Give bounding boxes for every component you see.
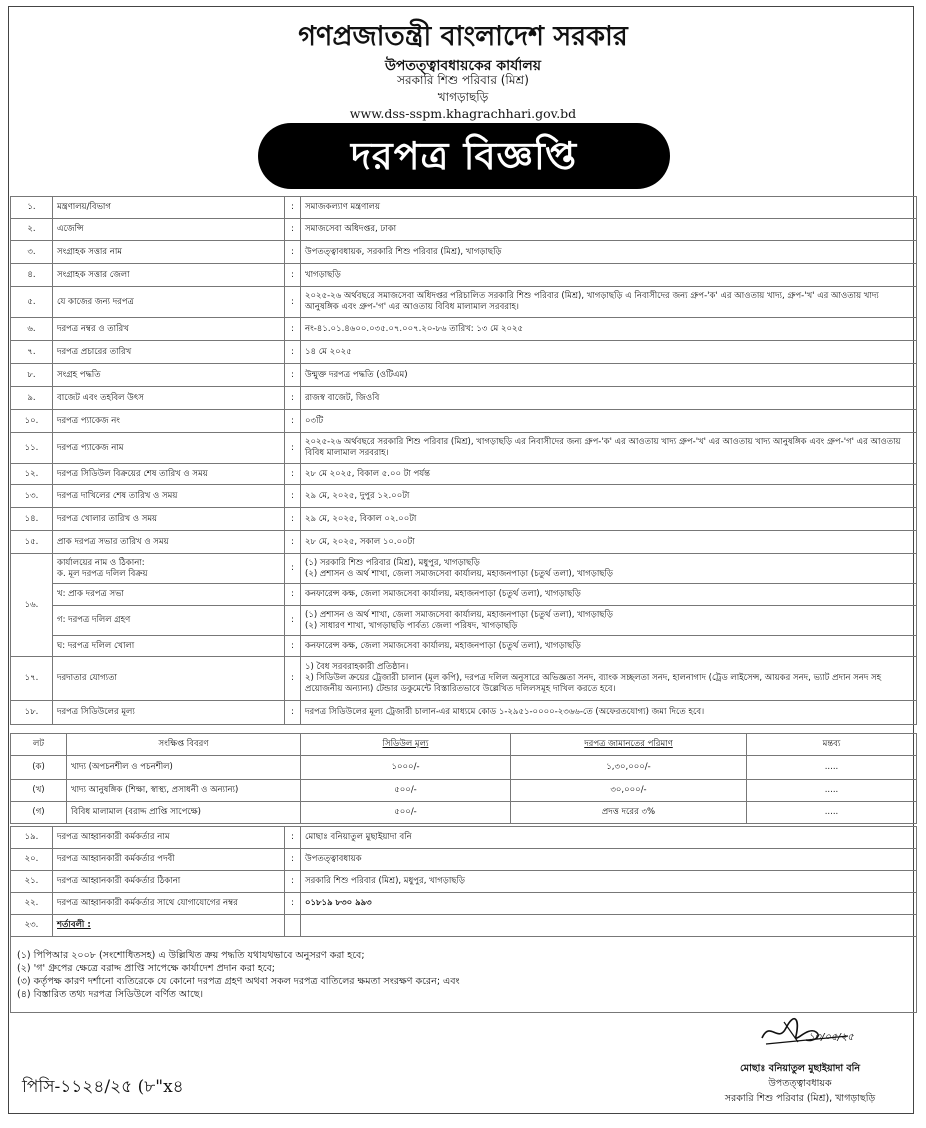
- table-row: ১২. দরপত্র সিডিউল বিক্রয়ের শেষ তারিখ ও সময় : ২৮ মে ২০২৫, বিকাল ৫.০০ টা পর্যন্ত: [11, 464, 917, 485]
- table-row: ১১. দরপত্র প্যাকেজ নাম : ২০২৫-২৬ অর্থবছরে সরকারি শিশু পরিবার (মিশ্র), খাগড়াছড়ি এর নিবাসীদের জন্য গ্রুপ-'ক' এর আওতায় খাদ্য গ্রুপ-'খ' এর আওতায় খাদ্য আনুষঙ্গিক এবং গ্রুপ-'গ' এর আওতায় বিবিধ মালামাল সরবরাহ।: [11, 433, 917, 464]
- website-link[interactable]: www.dss-sspm.khagrachhari.gov.bd: [349, 106, 577, 121]
- table-row: ৪. সংগ্রাহক সত্তার জেলা : খাগড়াছড়ি: [11, 264, 917, 287]
- lots-header-row: [11, 734, 917, 756]
- terms-list: [11, 937, 917, 1013]
- institution-name: সরকারি শিশু পরিবার (মিশ্র): [397, 73, 529, 87]
- tender-notice-banner: দরপত্র বিজ্ঞপ্তি: [258, 123, 670, 189]
- table-row: ১৩. দরপত্র দাখিলের শেষ তারিখ ও সময় : ২৯ মে, ২০২৫, দুপুর ১২.০০টা: [11, 485, 917, 508]
- signatory-title: উপতত্ত্বাবধায়ক: [768, 1078, 832, 1089]
- term-item: (৪) বিস্তারিত তথ্য দরপত্র সিডিউলে বর্ণিত আছে।: [17, 988, 203, 1000]
- lots-col-desc: সংক্ষিপ্ত বিবরণ: [67, 734, 301, 756]
- table-row: ১. মন্ত্রণালয়/বিভাগ : সমাজকল্যাণ মন্ত্রণালয়: [11, 197, 917, 219]
- terms-heading: শর্তাবলী :: [53, 915, 285, 937]
- lots-col-security: দরপত্র জামানতের পরিমাণ: [511, 734, 747, 756]
- table-row-16d: ঘ: দরপত্র দলিল খোলা : কনফারেন্স কক্ষ, জেলা সমাজসেবা কার্যালয়, মহাজনপাড়া (চতুর্থ তলা), খাগড়াছড়ি: [11, 636, 917, 657]
- lots-row: (ক) খাদ্য (অপচনশীল ও পচনশীল) ১০০০/- ১,৩০,০০০/- .....: [11, 756, 917, 780]
- table-row-16c: গ: দরপত্র দলিল গ্রহণ : (১) প্রশাসন ও অর্থ শাখা, জেলা সমাজসেবা কার্যালয়, মহাজনপাড়া (চতুর্থ তলা), খাগড়াছড়ি (২) সাধারণ শাখা, খাগড়াছড়ি পার্বত্য জেলা পরিষদ, খাগড়াছড়ি: [11, 606, 917, 636]
- table-row: ২. এজেন্সি : সমাজসেবা অধিদপ্তর, ঢাকা: [11, 219, 917, 241]
- signatory-name: মোছাঃ বনিয়াতুল মুছাইয়াদা বনি: [739, 1063, 861, 1074]
- table-row: ৮. সংগ্রহ পদ্ধতি : উন্মুক্ত দরপত্র পদ্ধতি (ওটিএম): [11, 364, 917, 387]
- table-row-16a: ১৬. কার্যালয়ের নাম ও ঠিকানা: ক. মূল দরপত্র দলিল বিক্রয় : (১) সরকারি শিশু পরিবার (মিশ্র), মধুপুর, খাগড়াছড়ি (২) প্রশাসন ও অর্থ শাখা, জেলা সমাজসেবা কার্যালয়, মহাজনপাড়া (চতুর্থ তলা), খাগড়াছড়ি: [11, 554, 917, 584]
- footer-code: পিসি-১১২৪/২৫ (৮"x৪: [22, 1077, 184, 1097]
- table-row: ৫. যে কাজের জন্য দরপত্র : ২০২৫-২৬ অর্থবছরে সমাজসেবা অধিদপ্তর পরিচালিত সরকারি শিশু পরিবার (মিশ্র), খাগড়াছড়ি এ নিবাসীদের জন্য গ্রুপ-'ক' এর আওতায় খাদ্য, গ্রুপ-'খ' এর আওতায় খাদ্য আনুষঙ্গিক এবং গ্রুপ-'গ' এর আওতায় বিবিধ মালামাল সরবরাহ।: [11, 287, 917, 318]
- table-row: ১০. দরপত্র প্যাকেজ নং : ০৩টি: [11, 410, 917, 433]
- table-row: ২২. দরপত্র আহ্বানকারী কর্মকর্তার সাথে যোগাযোগের নম্বর : ০১৮১৯ ৮৩০ ৯৯৩: [11, 893, 917, 915]
- lots-row: (গ) বিবিধ মালামাল (বরাদ্দ প্রাপ্তি সাপেক্ষে) ৫০০/- প্রদত্ত দরের ৩% .....: [11, 802, 917, 824]
- lots-col-price: সিডিউল মূল্য: [301, 734, 511, 756]
- table-row: ১৪. দরপত্র খোলার তারিখ ও সময় : ২৯ মে, ২০২৫, বিকাল ০২.০০টা: [11, 508, 917, 531]
- officer-info-table: [10, 826, 917, 1013]
- table-row: ৬. দরপত্র নম্বর ও তারিখ : নং-৪১.০১.৪৬০০.০৩৫.০৭.০০৭.২০-৮৬ তারিখ: ১৩ মে ২০২৫: [11, 318, 917, 341]
- table-row: ২০. দরপত্র আহ্বানকারী কর্মকর্তার পদবী : উপতত্ত্বাবধায়ক: [11, 849, 917, 871]
- term-item: (২) 'গ' গ্রুপের ক্ষেত্রে বরাদ্দ প্রাপ্তি সাপেক্ষে কার্যাদেশ প্রদান করা হবে;: [17, 962, 275, 974]
- table-row-23: ২৩. শর্তাবলী :: [11, 915, 917, 937]
- office-name: উপতত্ত্বাবধায়কের কার্যালয়: [384, 58, 542, 74]
- signatory-org: সরকারি শিশু পরিবার (মিশ্র), খাগড়াছড়ি: [724, 1093, 876, 1104]
- table-row: ৭. দরপত্র প্রচারের তারিখ : ১৪ মে ২০২৫: [11, 341, 917, 364]
- table-row: ৩. সংগ্রাহক সত্তার নাম : উপতত্ত্বাবধায়ক, সরকারি শিশু পরিবার (মিশ্র), খাগড়াছড়ি: [11, 241, 917, 264]
- table-row: ৯. বাজেট এবং তহবিল উৎস : রাজস্ব বাজেট, জিওবি: [11, 387, 917, 410]
- term-item: (১) পিপিআর ২০০৮ (সংশোধিতসহ) এ উল্লিখিত ক্রয় পদ্ধতি যথাযথভাবে অনুসরণ করা হবে;: [17, 949, 365, 961]
- table-row-16b: খ: প্রাক দরপত্র সভা : কনফারেন্স কক্ষ, জেলা সমাজসেবা কার্যালয়, মহাজনপাড়া (চতুর্থ তলা), খাগড়াছড়ি: [11, 584, 917, 606]
- term-item: (৩) কর্তৃপক্ষ কারণ দর্শানো ব্যতিরেকে যে কোনো দরপত্র গ্রহণ অথবা সকল দরপত্র বাতিলের ক্ষমতা সংরক্ষণ করেন; এবং: [17, 975, 460, 987]
- terms-row: [11, 937, 917, 1013]
- table-row: ২১. দরপত্র আহ্বানকারী কর্মকর্তার ঠিকানা : সরকারি শিশু পরিবার (মিশ্র), মধুপুর, খাগড়াছড়ি: [11, 871, 917, 893]
- district-name: খাগড়াছড়ি: [437, 90, 489, 104]
- table-row-18: ১৮. দরপত্র সিডিউলের মূল্য : দরপত্র সিডিউলের মূল্য ট্রেজারী চালান-এর মাধ্যমে কোড ১-২৯৫১-০০০০-২৩৬৬-তে (অফেরতযোগ্য) জমা দিতে হবে।: [11, 701, 917, 725]
- signature-date: ১৩/০৫/২৫: [808, 1032, 854, 1043]
- contact-number: ০১৮১৯ ৮৩০ ৯৯৩: [301, 893, 917, 915]
- lots-table: [10, 733, 917, 824]
- lots-row: (খ) খাদ্য আনুষঙ্গিক (শিক্ষা, স্বাস্থ্য, প্রসাধনী ও অন্যান্য) ৫০০/- ৩০,০০০/- .....: [11, 780, 917, 802]
- govt-title: গণপ্রজাতন্ত্রী বাংলাদেশ সরকার: [298, 21, 628, 52]
- lots-col-lot: লট: [11, 734, 67, 756]
- tender-info-table: [10, 196, 917, 725]
- table-row: ১৫. প্রাক দরপত্র সভার তারিখ ও সময় : ২৮ মে, ২০২৫, সকাল ১০.০০টা: [11, 531, 917, 554]
- lots-col-remark: মন্তব্য: [747, 734, 917, 756]
- table-row: ১৯. দরপত্র আহ্বানকারী কর্মকর্তার নাম : মোছাঃ বনিয়াতুল মুছাইয়াদা বনি: [11, 827, 917, 849]
- table-row-17: ১৭. দরদাতার যোগ্যতা : ১) বৈধ সরবরাহকারী প্রতিষ্ঠান। ২) সিডিউল ক্রয়ের ট্রেজারী চালান (মূল কপি), দরপত্র দলিল অনুসারে অভিজ্ঞতা সনদ, ব্যাংক সচ্ছলতা সনদ, হালনাগাদ (ট্রেড লাইসেন্স, আয়কর সনদ, ভ্যাট প্রদান সনদ সহ প্রয়োজনীয় অন্যান্য) টেন্ডার ডকুমেন্টে বিস্তারিতভাবে উল্লেখিত দলিলসমূহ দাখিল করতে হবে।: [11, 657, 917, 701]
